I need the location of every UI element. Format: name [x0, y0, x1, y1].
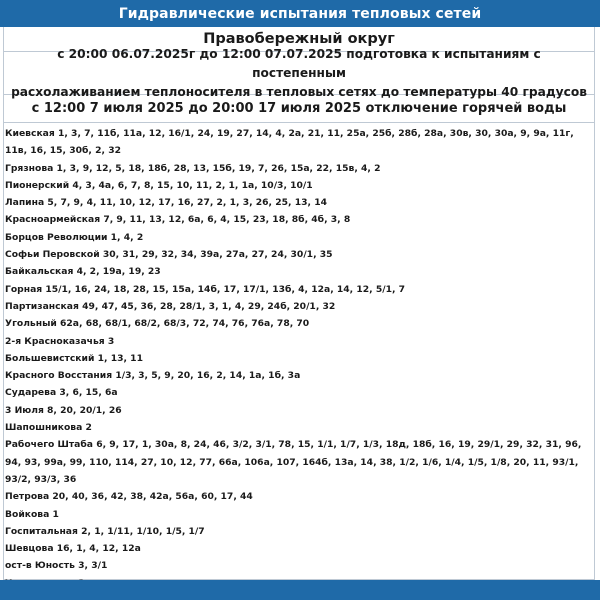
- street-row: Байкальская 4, 2, 19а, 19, 23: [5, 266, 161, 278]
- notice-table: [3, 27, 595, 580]
- street-row: Рабочего Штаба 6, 9, 17, 1, 30а, 8, 24, 46, 3/2, 3/1, 78, 15, 1/1, 1/7, 1/3, 18д, 18б, 16, 19, 29/1, 29, 32, 31, 96, 94, 93, 99а, 99, 110, 114, 27, 10, 12, 77, 66а, 106а, 107, 164б, 13а, 14, 38, 1/2, 1/6, 1/4, 1/5, 1/8, 20, 11, 93/1, 93/2, 93/3, 36: [5, 439, 582, 485]
- street-list: [4, 123, 594, 592]
- street-row: Госпитальная 2, 1, 1/11, 1/10, 1/5, 1/7: [5, 525, 205, 537]
- page-title: Гидравлические испытания тепловых сетей: [118, 5, 482, 22]
- street-row: Софьи Перовской 30, 31, 29, 32, 34, 39а, 27а, 27, 24, 30/1, 35: [5, 249, 333, 261]
- street-row: Красноармейская 7, 9, 11, 13, 12, 6а, 6, 4, 15, 23, 18, 8б, 4б, 3, 8: [5, 214, 351, 226]
- street-row: Грязнова 1, 3, 9, 12, 5, 18, 18б, 28, 13, 15б, 19, 7, 26, 15а, 22, 15в, 4, 2: [5, 162, 381, 174]
- preparation-line-2: расхолаживанием теплоносителя в тепловых сетях до температуры 40 градусов: [11, 84, 587, 99]
- street-row: Киевская 1, 3, 7, 11б, 11а, 12, 16/1, 24, 19, 27, 14, 4, 2а, 21, 11, 25а, 25б, 28б, 28а, 30в, 30, 30а, 9, 9а, 11г, 11в, 16, 15, 30б, 2, 32: [5, 128, 574, 157]
- footer-bar: [0, 580, 600, 600]
- street-row: Пионерский 4, 3, 4а, 6, 7, 8, 15, 10, 11, 2, 1, 1а, 10/3, 10/1: [5, 179, 313, 191]
- street-row: Горная 15/1, 16, 24, 18, 28, 15, 15а, 14б, 17, 17/1, 13б, 4, 12а, 14, 12, 5/1, 7: [5, 283, 406, 295]
- street-row: Партизанская 49, 47, 45, 36, 28, 28/1, 3, 1, 4, 29, 24б, 20/1, 32: [5, 300, 336, 312]
- street-row: Большевистский 1, 13, 11: [5, 352, 143, 364]
- street-row: ост-в Юность 3, 3/1: [5, 560, 108, 572]
- outage-notice: с 12:00 7 июля 2025 до 20:00 17 июля 2025 отключение горячей воды: [4, 95, 594, 123]
- preparation-line-1: с 20:00 06.07.2025г до 12:00 07.07.2025 подготовка к испытаниям с постепенным: [57, 46, 541, 80]
- street-row: Сударева 3, 6, 15, 6а: [5, 387, 118, 399]
- preparation-notice: [4, 46, 594, 99]
- street-row: 2-я Красноказачья 3: [5, 335, 115, 347]
- header-bar: [0, 0, 600, 27]
- street-row: 3 Июля 8, 20, 20/1, 26: [5, 404, 122, 416]
- district-heading: Правобережный округ: [4, 27, 594, 52]
- street-row: Шапошникова 2: [5, 422, 92, 434]
- street-row: Красного Восстания 1/3, 3, 5, 9, 20, 16, 2, 14, 1а, 1б, 3а: [5, 370, 301, 382]
- street-row: Угольный 62а, 68, 68/1, 68/2, 68/3, 72, 74, 76, 76а, 78, 70: [5, 318, 310, 330]
- street-row: Войкова 1: [5, 508, 59, 520]
- street-row: Петрова 20, 40, 36, 42, 38, 42а, 56а, 60, 17, 44: [5, 491, 253, 503]
- street-row: Борцов Революции 1, 4, 2: [5, 231, 144, 243]
- street-row: Лапина 5, 7, 9, 4, 11, 10, 12, 17, 16, 27, 2, 1, 3, 26, 25, 13, 14: [5, 197, 327, 209]
- street-row: Шевцова 16, 1, 4, 12, 12а: [5, 543, 141, 555]
